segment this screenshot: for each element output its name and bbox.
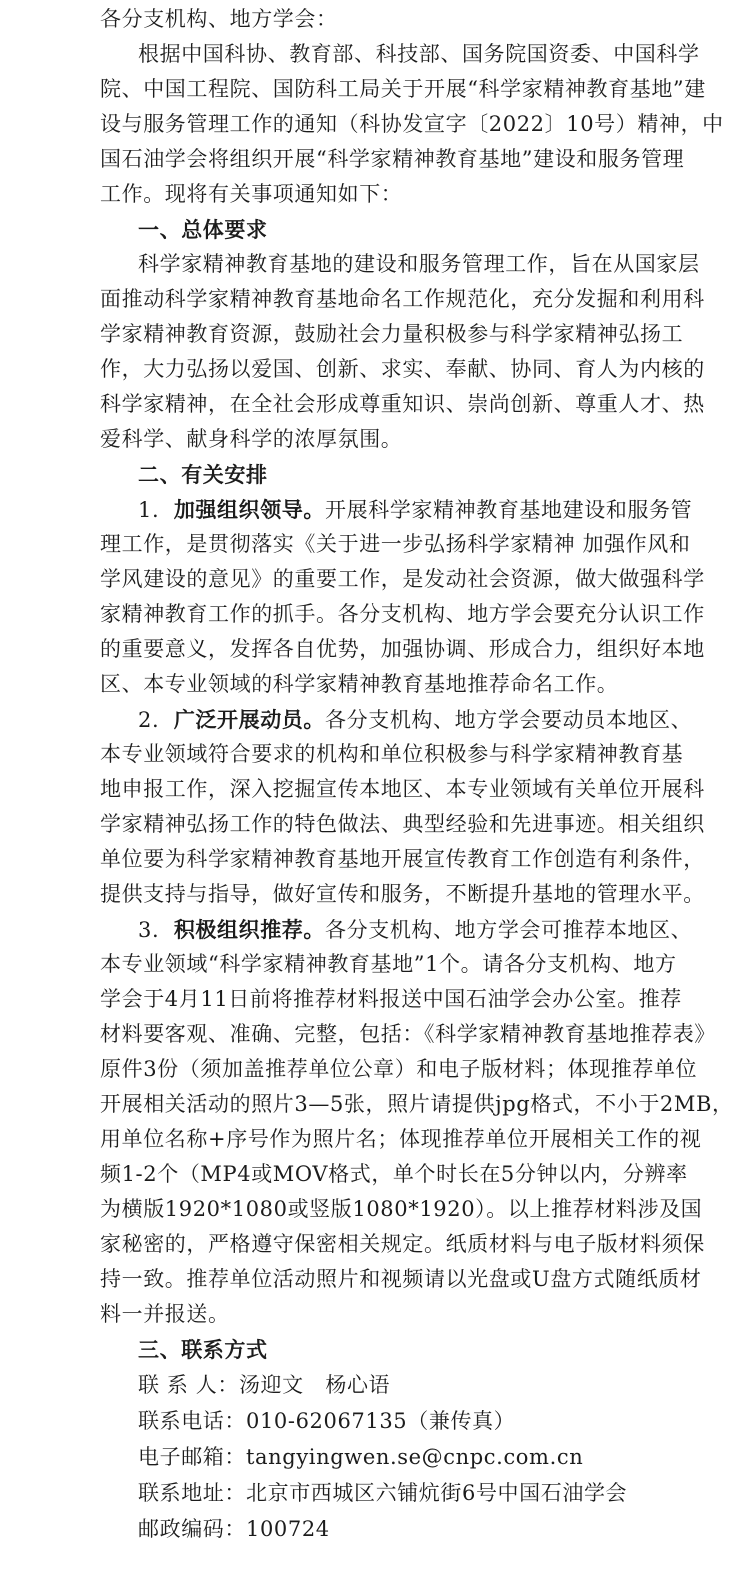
section-heading-arrangements: 二、有关安排 bbox=[138, 462, 268, 487]
item-lead: 加强组织领导。 bbox=[173, 497, 326, 522]
intro-line: 工作。现将有关事项通知如下： bbox=[100, 182, 403, 206]
contact-email[interactable]: 电子邮箱：tangyingwen.se@cnpc.com.cn bbox=[138, 1445, 584, 1469]
intro-line: 设与服务管理工作的通知（科协发宣字〔2022〕10号）精神，中 bbox=[100, 112, 724, 136]
body-line: 频1-2个（MP4或MOV格式，单个时长在5分钟以内，分辨率 bbox=[100, 1162, 688, 1186]
body-line: 家秘密的，严格遵守保密相关规定。纸质材料与电子版材料须保 bbox=[100, 1232, 705, 1256]
body-line: 学家精神弘扬工作的特色做法、典型经验和先进事迹。相关组织 bbox=[100, 812, 705, 836]
body-line: 区、本专业领域的科学家精神教育基地推荐命名工作。 bbox=[100, 672, 619, 696]
item-lead: 积极组织推荐。 bbox=[173, 917, 326, 942]
contact-phone: 联系电话：010-62067135（兼传真） bbox=[138, 1409, 516, 1433]
item-number: 3. bbox=[138, 918, 160, 942]
intro-line: 根据中国科协、教育部、科技部、国务院国资委、中国科学 bbox=[138, 42, 700, 66]
item-first-line bbox=[100, 702, 702, 737]
contact-postcode: 邮政编码：100724 bbox=[138, 1517, 330, 1541]
body-line: 学风建设的意见》的重要工作，是发动社会资源，做大做强科学 bbox=[100, 567, 705, 591]
body-line: 单位要为科学家精神教育基地开展宣传教育工作创造有利条件， bbox=[100, 847, 705, 871]
body-line: 提供支持与指导，做好宣传和服务，不断提升基地的管理水平。 bbox=[100, 882, 705, 906]
item-lead: 广泛开展动员。 bbox=[173, 707, 326, 732]
section-heading-contact: 三、联系方式 bbox=[138, 1337, 268, 1362]
item-number: 2. bbox=[138, 708, 160, 732]
body-line: 材料要客观、准确、完整，包括：《科学家精神教育基地推荐表》 bbox=[100, 1022, 716, 1046]
item-text: 开展科学家精神教育基地建设和服务管 bbox=[325, 498, 693, 522]
body-line: 为横版1920*1080或竖版1080*1920）。以上推荐材料涉及国 bbox=[100, 1197, 703, 1221]
body-line: 原件3份（须加盖推荐单位公章）和电子版材料；体现推荐单位 bbox=[100, 1057, 698, 1081]
item-first-line bbox=[100, 912, 702, 947]
intro-paragraph bbox=[100, 37, 724, 212]
body-line: 作，大力弘扬以爱国、创新、求实、奉献、协同、育人为内核的 bbox=[100, 357, 705, 381]
body-line: 学家精神教育资源，鼓励社会力量积极参与科学家精神弘扬工 bbox=[100, 322, 684, 346]
body-line: 爱科学、献身科学的浓厚氛围。 bbox=[100, 427, 403, 451]
body-line: 科学家精神教育基地的建设和服务管理工作，旨在从国家层 bbox=[138, 252, 700, 276]
intro-line: 国石油学会将组织开展“科学家精神教育基地”建设和服务管理 bbox=[100, 147, 685, 171]
contact-person: 联 系 人：汤迎文 杨心语 bbox=[138, 1373, 391, 1397]
body-line: 面推动科学家精神教育基地命名工作规范化，充分发掘和利用科 bbox=[100, 287, 705, 311]
section-heading-general: 一、总体要求 bbox=[138, 217, 268, 242]
item-number: 1. bbox=[138, 498, 160, 522]
body-line: 用单位名称+序号作为照片名；体现推荐单位开展相关工作的视 bbox=[100, 1127, 702, 1151]
body-line: 料一并报送。 bbox=[100, 1302, 230, 1326]
body-line: 开展相关活动的照片3—5张，照片请提供jpg格式，不小于2MB， bbox=[100, 1092, 734, 1116]
item-first-line bbox=[100, 492, 702, 527]
item-text: 各分支机构、地方学会可推荐本地区、 bbox=[325, 918, 693, 942]
body-line: 学会于4月11日前将推荐材料报送中国石油学会办公室。推荐 bbox=[100, 987, 682, 1011]
contact-address: 联系地址：北京市西城区六铺炕街6号中国石油学会 bbox=[138, 1481, 628, 1505]
arrangement-item-3 bbox=[100, 912, 734, 1332]
notice-document bbox=[0, 2, 750, 1573]
item-text: 各分支机构、地方学会要动员本地区、 bbox=[325, 708, 693, 732]
body-line: 持一致。推荐单位活动照片和视频请以光盘或U盘方式随纸质材 bbox=[100, 1267, 702, 1291]
salutation: 各分支机构、地方学会： bbox=[100, 7, 338, 31]
body-line: 本专业领域符合要求的机构和单位积极参与科学家精神教育基 bbox=[100, 742, 684, 766]
body-line: 地申报工作，深入挖掘宣传本地区、本专业领域有关单位开展科 bbox=[100, 777, 705, 801]
intro-line: 院、中国工程院、国防科工局关于开展“科学家精神教育基地”建 bbox=[100, 77, 706, 101]
section-general-body bbox=[100, 247, 705, 457]
body-line: 科学家精神，在全社会形成尊重知识、崇尚创新、尊重人才、热 bbox=[100, 392, 705, 416]
body-line: 本专业领域“科学家精神教育基地”1个。请各分支机构、地方 bbox=[100, 952, 677, 976]
arrangement-item-1 bbox=[100, 492, 705, 702]
arrangement-item-2 bbox=[100, 702, 705, 912]
contact-block bbox=[100, 1367, 702, 1547]
body-line: 理工作，是贯彻落实《关于进一步弘扬科学家精神 加强作风和 bbox=[100, 532, 691, 556]
body-line: 家精神教育工作的抓手。各分支机构、地方学会要充分认识工作 bbox=[100, 602, 705, 626]
body-line: 的重要意义，发挥各自优势，加强协调、形成合力，组织好本地 bbox=[100, 637, 705, 661]
